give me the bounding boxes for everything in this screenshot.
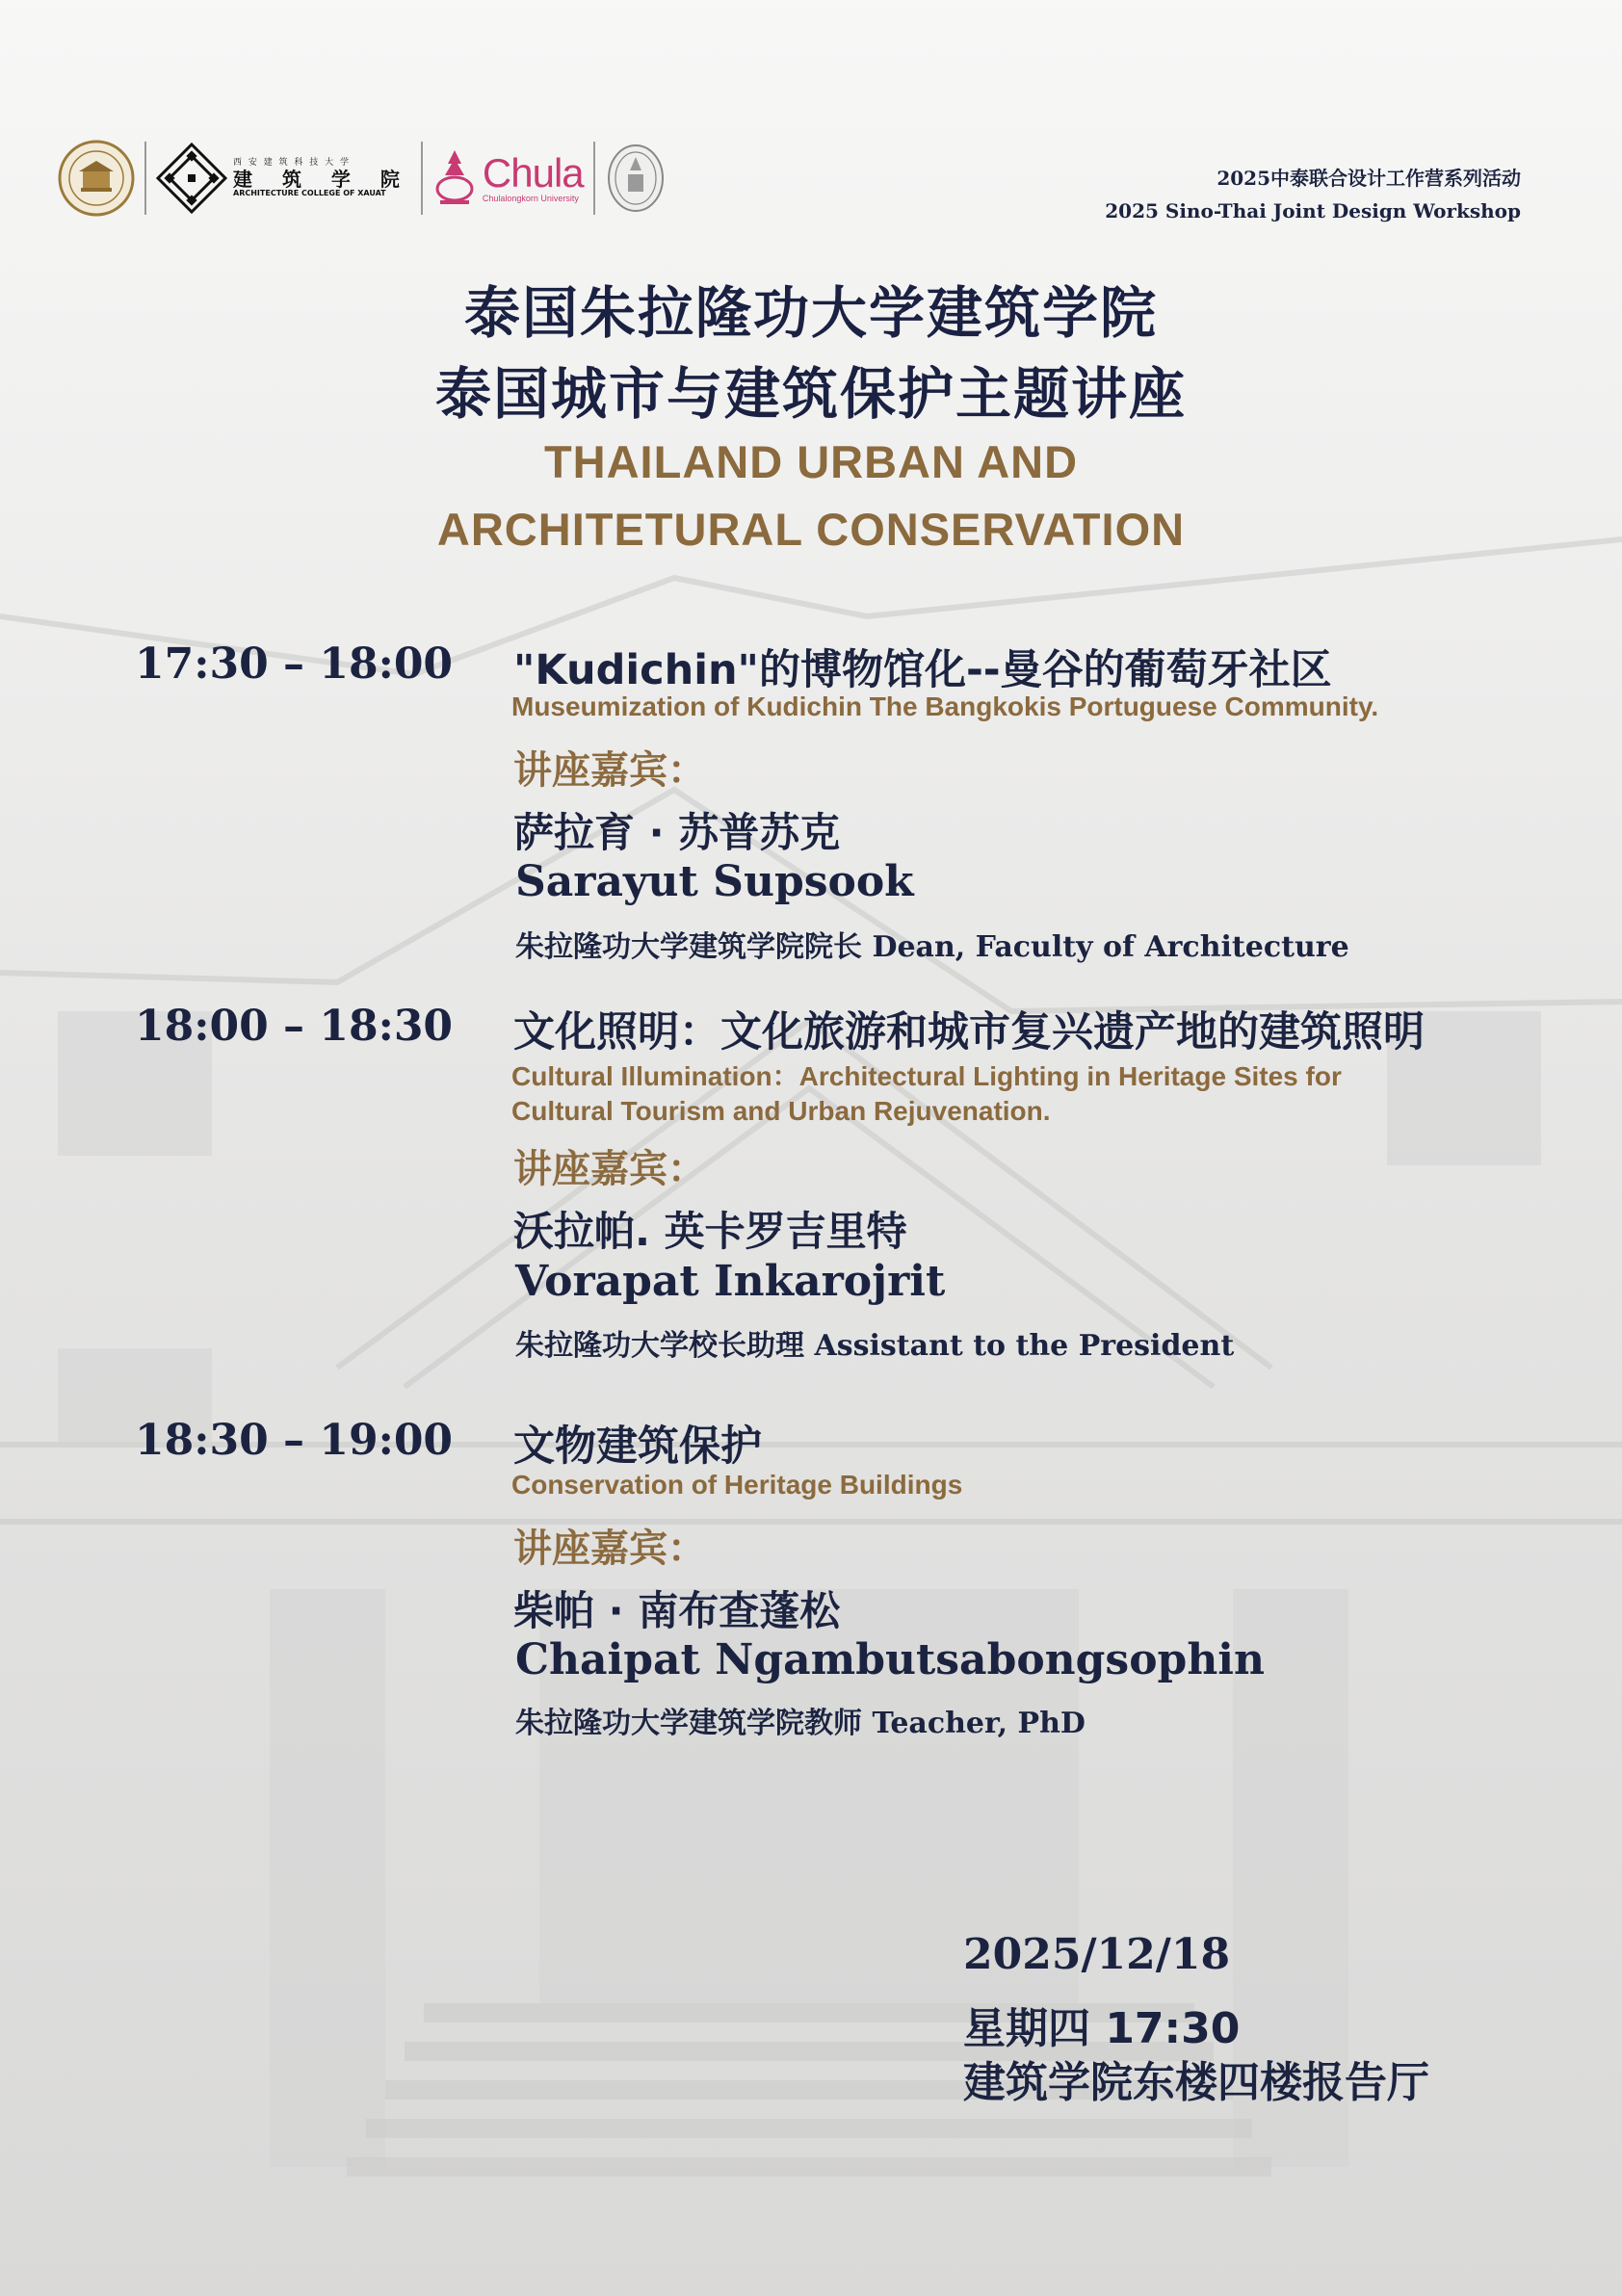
logo-divider — [144, 142, 146, 215]
session-topic-en-line1: Cultural Illumination：Architectural Lighting in Heritage Sites for — [511, 1061, 1342, 1091]
speaker-name-cn: 柴帕 · 南布查蓬松 — [513, 1587, 841, 1634]
logo-row — [58, 140, 667, 217]
guest-label: 讲座嘉宾： — [513, 1147, 706, 1191]
university-seal-logo — [58, 140, 135, 217]
session-time: 17:30 – 18:00 — [135, 639, 454, 689]
workshop-series — [1105, 162, 1521, 227]
session-topic-cn: 文化照明：文化旅游和城市复兴遗产地的建筑照明 — [513, 1008, 1425, 1057]
chula-wordmark: Chula — [482, 150, 584, 196]
session-time: 18:00 – 18:30 — [135, 1002, 454, 1051]
event-venue: 建筑学院东楼四楼报告厅 — [963, 2058, 1429, 2107]
event-day-time: 星期四 17:30 — [963, 2004, 1241, 2053]
series-en: 2025 Sino-Thai Joint Design Workshop — [1105, 199, 1521, 222]
chula-crest-icon — [432, 146, 477, 210]
speaker-name-en: Vorapat Inkarojrit — [515, 1257, 946, 1306]
logo-college-english: ARCHITECTURE COLLEGE OF XAUAT — [233, 188, 386, 197]
event-date: 2025/12/18 — [963, 1930, 1231, 1979]
session-topic-en-line2: Cultural Tourism and Urban Rejuvenation. — [511, 1096, 1051, 1126]
chula-logo — [432, 146, 584, 210]
speaker-role: 朱拉隆功大学校长助理 Assistant to the President — [515, 1329, 1235, 1363]
title-cn-line1: 泰国朱拉隆功大学建筑学院 — [463, 280, 1158, 346]
logo-college-name: 建 筑 学 院 — [233, 167, 411, 191]
series-cn: 2025中泰联合设计工作营系列活动 — [1216, 167, 1521, 190]
chula-subtitle: Chulalongkorn University — [482, 194, 579, 203]
session-topic-cn: 文物建筑保护 — [513, 1422, 762, 1471]
logo-university-name: 西 安 建 筑 科 技 大 学 — [233, 157, 352, 168]
title-cn-line2: 泰国城市与建筑保护主题讲座 — [434, 361, 1187, 427]
architecture-college-logo — [156, 143, 411, 214]
session-time: 18:30 – 19:00 — [135, 1416, 454, 1465]
speaker-role: 朱拉隆功大学建筑学院院长 Dean, Faculty of Architecture — [515, 930, 1349, 964]
speaker-name-en: Sarayut Supsook — [515, 857, 914, 906]
speaker-role: 朱拉隆功大学建筑学院教师 Teacher, PhD — [515, 1707, 1086, 1740]
session-topic-en: Museumization of Kudichin The Bangkokis Portuguese Community. — [511, 691, 1379, 721]
speaker-name-en: Chaipat Ngambutsabongsophin — [515, 1635, 1266, 1684]
speaker-name-cn: 沃拉帕. 英卡罗吉里特 — [513, 1208, 907, 1255]
faculty-seal-logo — [605, 142, 667, 215]
guest-label: 讲座嘉宾： — [513, 1526, 706, 1571]
speaker-name-cn: 萨拉育 · 苏普苏克 — [513, 809, 841, 856]
title-en-line2: ARCHITETURAL CONSERVATION — [436, 504, 1186, 555]
lattice-emblem-icon — [156, 143, 227, 214]
session-topic-cn: "Kudichin"的博物馆化--曼谷的葡萄牙社区 — [513, 646, 1332, 694]
logo-divider — [593, 142, 595, 215]
guest-label: 讲座嘉宾： — [513, 748, 706, 793]
logo-divider — [421, 142, 423, 215]
session-topic-en: Conservation of Heritage Buildings — [511, 1470, 963, 1500]
title-en-line1: THAILAND URBAN AND — [543, 436, 1079, 487]
